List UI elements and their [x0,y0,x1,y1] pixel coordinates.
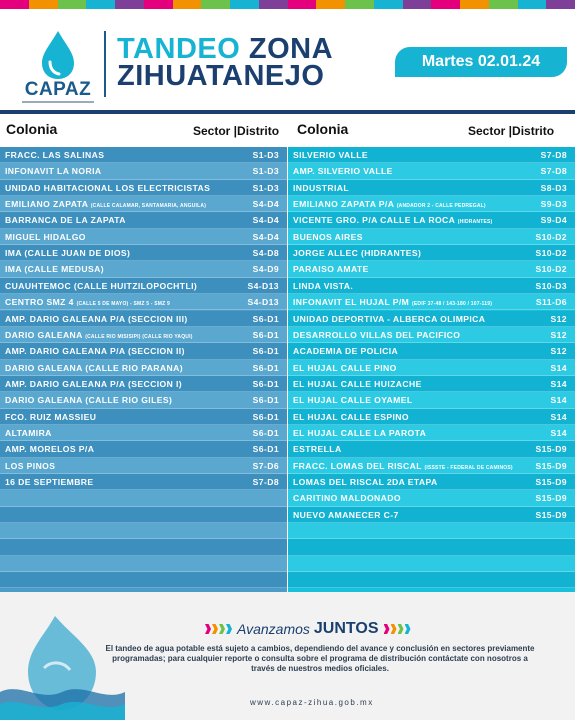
colonia-name: LOMAS DEL RISCAL 2DA ETAPA [293,477,438,487]
chevron-right-icon [219,624,225,634]
colonia-cell [293,510,399,520]
colonia-cell [293,248,421,258]
sector-cell: S4-D13 [247,280,279,291]
colonia-name: INFONAVIT LA NORIA [5,166,102,177]
sector-cell: S7-D8 [540,166,567,177]
colonia-cell [293,232,363,242]
row-divider [0,587,287,588]
slogan [205,619,412,639]
website-link[interactable]: www.capaz-zihua.gob.mx [250,698,374,707]
strip-segment [374,0,403,9]
table-row [0,147,287,163]
colonia-cell [5,428,52,438]
colonia-name: UNIDAD HABITACIONAL LOS ELECTRICISTAS [5,182,211,193]
colonia-cell [293,379,422,389]
colonia-name: EMILIANO ZAPATA P/A [293,199,395,210]
colonia-cell [293,314,485,324]
colonia-cell [5,150,104,160]
table-row [288,212,575,228]
sector-cell: S15-D9 [535,477,567,487]
table-row [0,294,287,310]
chevron-right-icon [212,624,218,634]
sector-cell: S6-D1 [252,378,279,389]
title-tandeo: TANDEO [117,33,241,65]
strip-segment [86,0,115,9]
table-row [288,196,575,212]
colonia-cell [5,183,210,193]
header [0,9,575,109]
colonia-name: SILVERIO VALLE [293,150,368,160]
strip-segment [403,0,432,9]
strip-segment [460,0,489,9]
table-row [288,229,575,245]
sector-cell: S14 [550,378,567,389]
colonia-name: FCO. RUIZ MASSIEU [5,411,97,422]
colonia-name: EL HUJAL CALLE PINO [293,362,397,373]
colonia-cell [293,330,460,340]
colonia-cell [293,412,409,422]
sector-cell: S15-D9 [535,444,567,455]
colonia-note: (CALLE RIO MISISIPI) (CALLE RIO YAQUI) [85,333,193,340]
table-row [0,245,287,261]
table-row [288,180,575,196]
colonia-cell [293,166,393,176]
page-title [117,33,334,92]
table-row [0,327,287,343]
table-row [0,163,287,179]
table-row [0,343,287,359]
colonia-name: DESARROLLO VILLAS DEL PACIFICO [293,329,461,340]
table-row [0,180,287,196]
colonia-cell [5,281,197,291]
table-row [0,278,287,294]
left-column-header [0,121,287,143]
footer [0,592,575,720]
title-zihuatanejo: ZIHUATANEJO [117,60,325,92]
sector-cell: S15-D9 [535,493,567,504]
table-row [0,196,287,212]
colonia-cell [5,232,86,242]
colonia-note: (EDIF 37-48 / 143-180 / 107-119) [412,301,493,308]
title-zona: ZONA [248,33,334,65]
sector-cell: S7-D6 [252,460,279,471]
colonia-name: NUEVO AMANECER C-7 [293,509,399,520]
colonia-name: EL HUJAL CALLE OYAMEL [293,395,413,406]
table-row [288,261,575,277]
table-row [288,474,575,490]
right-schedule-table [288,147,575,592]
sector-cell: S4-D4 [252,199,279,210]
table-row [0,441,287,457]
chevron-right-icon [398,624,404,634]
colonia-name: AMP. DARIO GALEANA P/A (SECCION I) [5,378,183,389]
colonia-name: CENTRO SMZ 4 [5,297,74,308]
colonia-cell [5,379,182,389]
strip-segment [0,0,29,9]
sector-header: Sector |Distrito [468,124,555,138]
table-row [288,278,575,294]
colonia-note: (ISSSTE - FEDERAL DE CAMINOS) [424,464,513,471]
colonia-name: 16 DE SEPTIEMBRE [5,477,94,487]
sector-cell: S1-D3 [252,150,279,160]
colonia-name: FRACC. LAS SALINAS [5,150,105,160]
colonia-name: LOS PINOS [5,460,56,471]
sector-cell: S6-D1 [252,346,279,357]
colonia-cell [293,150,368,160]
table-row [288,311,575,327]
sector-cell: S10-D2 [535,231,567,242]
sector-cell: S15-D9 [535,460,567,471]
colonia-cell [5,314,188,324]
sector-cell: S6-D1 [252,362,279,373]
colonia-name: EL HUJAL CALLE LA PAROTA [293,427,427,438]
colonia-cell [293,346,398,356]
water-drop-icon [36,29,80,81]
table-row [288,523,575,539]
colonia-cell [293,281,353,291]
sector-cell: S10-D3 [535,280,567,291]
sector-cell: S4-D8 [252,248,279,259]
colonia-name: BUENOS AIRES [293,231,363,242]
colonia-name: MIGUEL HIDALGO [5,231,86,242]
sector-cell: S14 [550,411,567,422]
colonia-cell [5,461,55,471]
sector-cell: S6-D1 [252,444,279,455]
table-row [288,147,575,163]
colonia-name: ALTAMIRA [5,427,52,438]
strip-segment [230,0,259,9]
colonia-cell [5,264,104,274]
disclaimer-text: El tandeo de agua potable está sujeto a cambios, dependiendo del avance y conclusión en sectores previamente programadas; para cualquier reporte o consulta sobre el programa de distribución contáctate con nosotros a través de nuestros medios oficiales. [105,644,535,673]
colonia-name: EL HUJAL CALLE HUIZACHE [293,378,422,389]
slogan-avanzamos: Avanzamos [237,621,310,637]
table-row [288,425,575,441]
header-divider [104,31,106,97]
table-row [0,261,287,277]
sector-cell: S7-D8 [540,150,567,160]
table-row [288,441,575,457]
table-row [0,425,287,441]
colonia-note: (HIDRANTES) [457,219,493,226]
colonia-name: AMP. DARIO GALEANA P/A (SECCION III) [5,313,188,324]
colonia-note: (CALLE 5 DE MAYO) - SMZ 5 - SMZ 9 [76,301,170,308]
table-row [0,376,287,392]
colonia-name: ACADEMIA DE POLICIA [293,346,399,357]
sector-cell: S8-D3 [540,182,567,193]
sector-cell: S10-D2 [535,264,567,275]
colonia-name: IMA (CALLE JUAN DE DIOS) [5,248,131,259]
strip-segment [431,0,460,9]
strip-segment [489,0,518,9]
table-row [0,311,287,327]
table-row [288,294,575,310]
slogan-juntos: JUNTOS [313,620,379,637]
sector-cell: S12 [550,346,567,357]
table-row [288,490,575,506]
table-row [0,556,287,572]
sector-cell: S10-D2 [535,248,567,259]
colonia-cell [293,215,492,225]
sector-cell: S6-D1 [252,329,279,340]
table-row [0,212,287,228]
strip-segment [58,0,87,9]
colonia-name: LINDA VISTA. [293,280,354,291]
table-row [0,507,287,523]
table-row [0,229,287,245]
colonia-name: ESTRELLA [293,444,342,455]
colonia-cell [5,346,185,356]
table-row [288,163,575,179]
strip-segment [259,0,288,9]
colonia-name: AMP. MORELOS P/A [5,444,95,455]
colonia-cell [293,183,349,193]
sector-cell: S12 [550,329,567,340]
table-row [288,392,575,408]
strip-segment [288,0,317,9]
strip-segment [115,0,144,9]
chevron-right-icon [405,624,411,634]
chevron-right-icon [226,624,232,634]
sector-cell: S14 [550,427,567,438]
colonia-cell [5,297,170,307]
colonia-name: VICENTE GRO. P/A CALLE LA ROCA [293,215,455,226]
sector-cell: S12 [550,313,567,324]
colonia-name: DARIO GALEANA (CALLE RIO PARANA) [5,362,183,373]
capaz-logo [18,29,98,103]
sector-cell: S4-D4 [252,231,279,242]
strip-segment [345,0,374,9]
top-color-strip [0,0,575,9]
colonia-cell [5,395,172,405]
colonia-cell [5,330,193,340]
colonia-name: FRACC. LOMAS DEL RISCAL [293,460,422,471]
colonia-cell [293,264,369,274]
colonia-name: UNIDAD DEPORTIVA - ALBERCA OLIMPICA [293,313,486,324]
colonia-cell [293,461,513,471]
colonia-note: (ANDADOR 2 - CALLE PEDREGAL) [396,203,486,210]
sector-cell: S6-D1 [252,313,279,324]
colonia-name: INFONAVIT EL HUJAL P/M [293,297,410,308]
colonia-name: PARAISO AMATE [293,264,369,275]
colonia-cell [293,363,397,373]
sector-cell: S9-D4 [540,215,567,226]
strip-segment [173,0,202,9]
colonia-name: CUAUHTEMOC (CALLE HUITZILOPOCHTLI) [5,280,198,291]
strip-segment [201,0,230,9]
colonia-cell [5,248,130,258]
sector-cell: S4-D4 [252,215,279,226]
colonia-cell [293,297,492,307]
colonia-cell [5,199,206,209]
left-schedule-table [0,147,287,592]
strip-segment [546,0,575,9]
table-row [0,490,287,506]
sector-cell: S7-D8 [252,477,279,487]
table-row [288,539,575,555]
sector-cell: S1-D3 [252,166,279,177]
right-column-header [288,121,575,143]
sector-cell: S6-D1 [252,411,279,422]
chevron-right-icon [205,624,211,634]
colonia-name: JORGE ALLEC (HIDRANTES) [293,248,422,259]
sector-cell: S9-D3 [540,199,567,210]
sector-cell: S14 [550,362,567,373]
table-row [288,458,575,474]
table-row [288,360,575,376]
colonia-name: INDUSTRIAL [293,182,350,193]
colonia-name: AMP. DARIO GALEANA P/A (SECCION II) [5,346,185,357]
sector-header: Sector |Distrito [193,124,280,138]
colonia-name: DARIO GALEANA [5,329,83,340]
table-row [288,556,575,572]
table-row [0,474,287,490]
row-divider [288,587,575,588]
sector-cell: S6-D1 [252,395,279,406]
table-row [288,507,575,523]
chevron-right-icon [384,624,390,634]
logo-tagline-bar [22,101,94,103]
sector-cell: S15-D9 [535,509,567,520]
table-row [288,245,575,261]
sector-cell: S4-D9 [252,264,279,275]
sector-cell: S11-D6 [535,297,567,308]
table-row [0,458,287,474]
table-row [288,343,575,359]
colonia-name: IMA (CALLE MEDUSA) [5,264,105,275]
strip-segment [144,0,173,9]
colonia-name: BARRANCA DE LA ZAPATA [5,215,126,226]
colonia-cell [293,428,426,438]
colonia-cell [5,412,96,422]
colonia-cell [5,363,183,373]
table-row [288,572,575,588]
colonia-cell [5,444,94,454]
table-row [288,327,575,343]
table-row [0,409,287,425]
table-row [288,409,575,425]
logo-wordmark: CAPAZ [24,79,92,100]
colonia-name: CARITINO MALDONADO [293,493,401,504]
colonia-name: DARIO GALEANA (CALLE RIO GILES) [5,395,173,406]
colonia-cell [5,215,126,225]
table-row [0,392,287,408]
colonia-cell [5,166,101,176]
colonia-header: Colonia [6,121,58,137]
table-row [288,376,575,392]
header-rule [0,110,575,114]
colonia-name: AMP. SILVERIO VALLE [293,166,393,177]
strip-segment [29,0,58,9]
sector-cell: S14 [550,395,567,406]
table-row [0,523,287,539]
colonia-cell [293,477,438,487]
colonia-name: EL HUJAL CALLE ESPINO [293,411,409,422]
colonia-header: Colonia [297,121,349,137]
table-row [0,360,287,376]
date-badge: Martes 02.01.24 [395,47,567,77]
strip-segment [518,0,547,9]
chevron-right-icon [391,624,397,634]
colonia-cell [293,395,413,405]
strip-segment [316,0,345,9]
colonia-name: EMILIANO ZAPATA [5,199,89,210]
sector-cell: S6-D1 [252,427,279,438]
table-row [0,539,287,555]
sector-cell: S4-D13 [247,297,279,308]
colonia-cell [293,444,342,454]
colonia-cell [293,199,486,209]
colonia-cell [5,477,94,487]
table-row [0,572,287,588]
colonia-cell [293,493,401,503]
sector-cell: S1-D3 [252,182,279,193]
colonia-note: (CALLE CALAMAR, SANTAMARIA, ANGUILA) [90,203,207,210]
